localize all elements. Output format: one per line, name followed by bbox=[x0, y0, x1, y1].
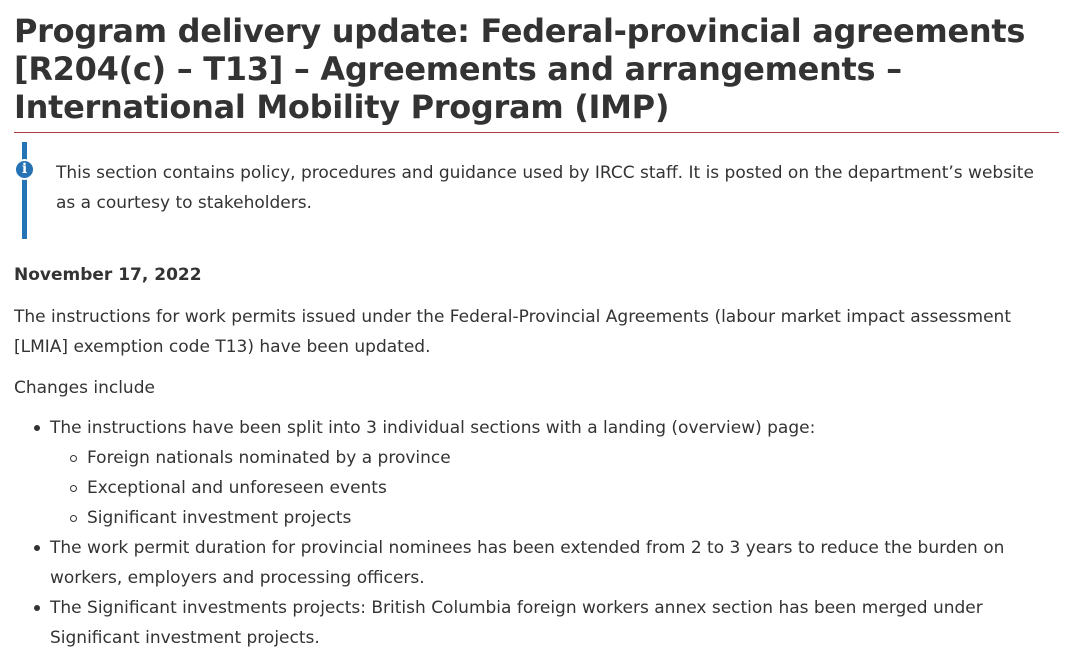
list-item-text: The instructions have been split into 3 individual sections with a landing (overview) page: bbox=[50, 418, 816, 438]
sublist-item: Exceptional and unforeseen events bbox=[50, 473, 1054, 503]
update-date: November 17, 2022 bbox=[14, 265, 202, 285]
title-divider bbox=[14, 132, 1059, 133]
page-content bbox=[14, 0, 1059, 648]
changes-heading: Changes include bbox=[14, 378, 155, 398]
changes-list bbox=[14, 413, 1054, 653]
list-item bbox=[14, 413, 1054, 533]
notice-accent-bar bbox=[22, 142, 27, 239]
list-item-text: The work permit duration for provincial nominees has been extended from 2 to 3 years to reduce the burden on workers, employers and processing officers. bbox=[50, 538, 1005, 588]
info-notice bbox=[14, 142, 1059, 239]
info-icon: i bbox=[14, 159, 35, 180]
list-item-text: The Significant investments projects: British Columbia foreign workers annex section has been merged under Significant investment projects. bbox=[50, 598, 983, 648]
notice-text: This section contains policy, procedures and guidance used by IRCC staff. It is posted on the department’s website as a courtesy to stakeholders. bbox=[56, 163, 1034, 213]
intro-paragraph: The instructions for work permits issued under the Federal-Provincial Agreements (labour market impact assessment [LMIA] exemption code T13) have been updated. bbox=[14, 307, 1011, 357]
sublist-item: Foreign nationals nominated by a province bbox=[50, 443, 1054, 473]
list-item bbox=[14, 593, 1054, 653]
list-item bbox=[14, 533, 1054, 593]
sublist-item: Significant investment projects bbox=[50, 503, 1054, 533]
page-title: Program delivery update: Federal-provincial agreements [R204(c) – T13] – Agreements and arrangements – International Mobility Program (IMP) bbox=[14, 12, 1026, 126]
sections-sublist bbox=[50, 443, 1054, 533]
